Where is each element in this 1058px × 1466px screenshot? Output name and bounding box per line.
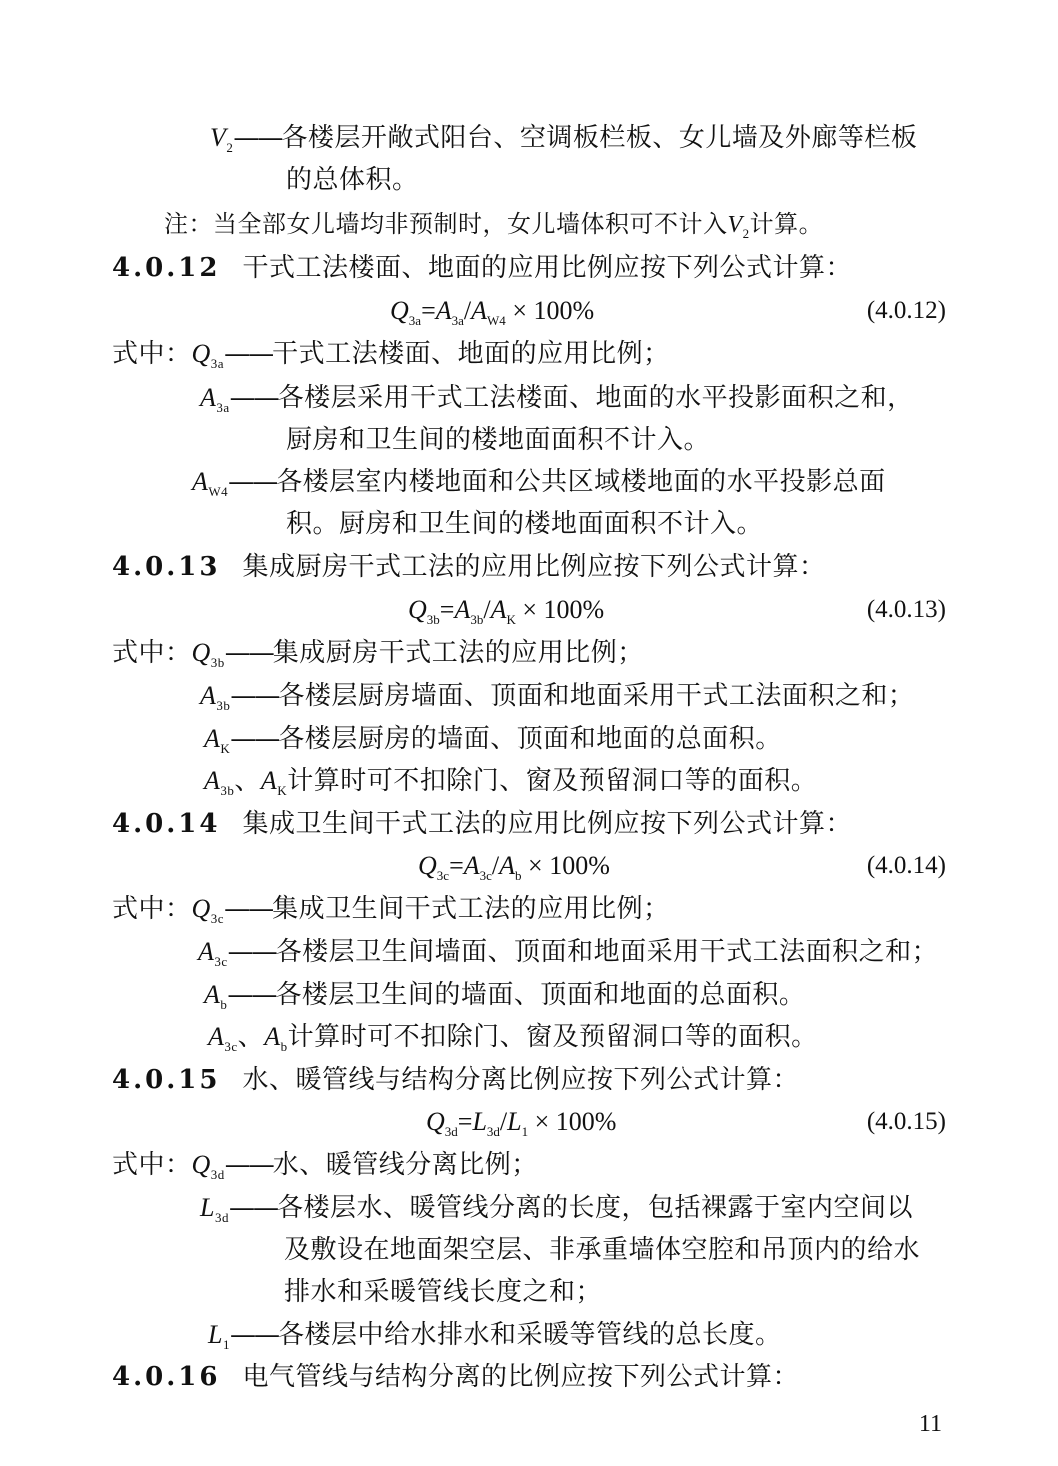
equation-number-4-0-12: (4.0.12) bbox=[866, 297, 946, 324]
definition-q3b: 式中：$Q_{3b}——$集成厨房干式工法的应用比例； bbox=[112, 638, 644, 670]
formula-4-0-14: $Q_{3c}=A_{3c}/A_b \times 100\%$ bbox=[418, 851, 610, 883]
definition-l1: $L_1——$各楼层中给水排水和采暖等管线的总长度。 bbox=[208, 1320, 782, 1352]
definition-aw4: $A_{W4}——$各楼层室内楼地面和公共区域楼地面的水平投影总面 bbox=[192, 467, 886, 499]
section-heading-4-0-12: 4.0.12 干式工法楼面、地面的应用比例应按下列公式计算： bbox=[112, 253, 852, 283]
definition-q3d: 式中：$Q_{3d}——$水、暖管线分离比例； bbox=[112, 1150, 538, 1182]
section-heading-4-0-16: 4.0.16 电气管线与结构分离的比例应按下列公式计算： bbox=[112, 1362, 799, 1392]
formula-4-0-12: $Q_{3a}=A_{3a}/A_{W4} \times 100\%$ bbox=[390, 296, 595, 328]
definition-a3b: $A_{3b}——$各楼层厨房墙面、顶面和地面采用干式工法面积之和； bbox=[200, 681, 915, 713]
equation-number-4-0-14: (4.0.14) bbox=[866, 852, 946, 879]
section-heading-4-0-14: 4.0.14 集成卫生间干式工法的应用比例应按下列公式计算： bbox=[112, 809, 852, 839]
definition-a3a: $A_{3a}——$各楼层采用干式工法楼面、地面的水平投影面积之和， bbox=[200, 383, 914, 415]
note: 注：当全部女儿墙均非预制时，女儿墙体积可不计入$V_2$计算。 bbox=[164, 210, 824, 241]
definition-l3d-continuation-1: 及敷设在地面架空层、非承重墙体空腔和吊顶内的给水 bbox=[284, 1235, 921, 1265]
definition-ab: $A_b——$各楼层卫生间的墙面、顶面和地面的总面积。 bbox=[204, 980, 806, 1012]
formula-4-0-13: $Q_{3b}=A_{3b}/A_K \times 100\%$ bbox=[408, 595, 605, 627]
section-heading-4-0-15: 4.0.15 水、暖管线与结构分离比例应按下列公式计算： bbox=[112, 1065, 799, 1095]
definition-l3d-continuation-2: 排水和采暖管线长度之和； bbox=[284, 1277, 603, 1307]
section-heading-4-0-13: 4.0.13 集成厨房干式工法的应用比例应按下列公式计算： bbox=[112, 552, 826, 582]
definition-l3d: $L_{3d}——$各楼层水、暖管线分离的长度，包括裸露于室内空间以 bbox=[200, 1193, 913, 1225]
definition-v2-continuation: 的总体积。 bbox=[286, 165, 419, 195]
definition-v2: $V_2——$各楼层开敞式阳台、空调板栏板、女儿墙及外廊等栏板 bbox=[210, 123, 918, 155]
symbol: V bbox=[210, 123, 227, 152]
definition-q3c: 式中：$Q_{3c}——$集成卫生间干式工法的应用比例； bbox=[112, 894, 670, 926]
equation-number-4-0-13: (4.0.13) bbox=[866, 596, 946, 623]
definition-aw4-continuation: 积。厨房和卫生间的楼地面面积不计入。 bbox=[286, 509, 764, 539]
definition-a3a-continuation: 厨房和卫生间的楼地面面积不计入。 bbox=[286, 425, 711, 455]
definition-a3c: $A_{3c}——$各楼层卫生间墙面、顶面和地面采用干式工法面积之和； bbox=[198, 937, 939, 969]
subscript: 2 bbox=[226, 140, 234, 155]
definition-ak: $A_K——$各楼层厨房的墙面、顶面和地面的总面积。 bbox=[204, 724, 782, 756]
definition-q3a: 式中：$Q_{3a}——$干式工法楼面、地面的应用比例； bbox=[112, 339, 670, 371]
note-4-0-14: $A_{3c}$、$A_b$计算时可不扣除门、窗及预留洞口等的面积。 bbox=[208, 1022, 818, 1054]
equation-number-4-0-15: (4.0.15) bbox=[866, 1108, 946, 1135]
page-number: 11 bbox=[918, 1411, 942, 1437]
formula-4-0-15: $Q_{3d}=L_{3d}/L_1 \times 100\%$ bbox=[426, 1107, 617, 1139]
note-4-0-13: $A_{3b}$、$A_K$计算时可不扣除门、窗及预留洞口等的面积。 bbox=[204, 766, 818, 798]
